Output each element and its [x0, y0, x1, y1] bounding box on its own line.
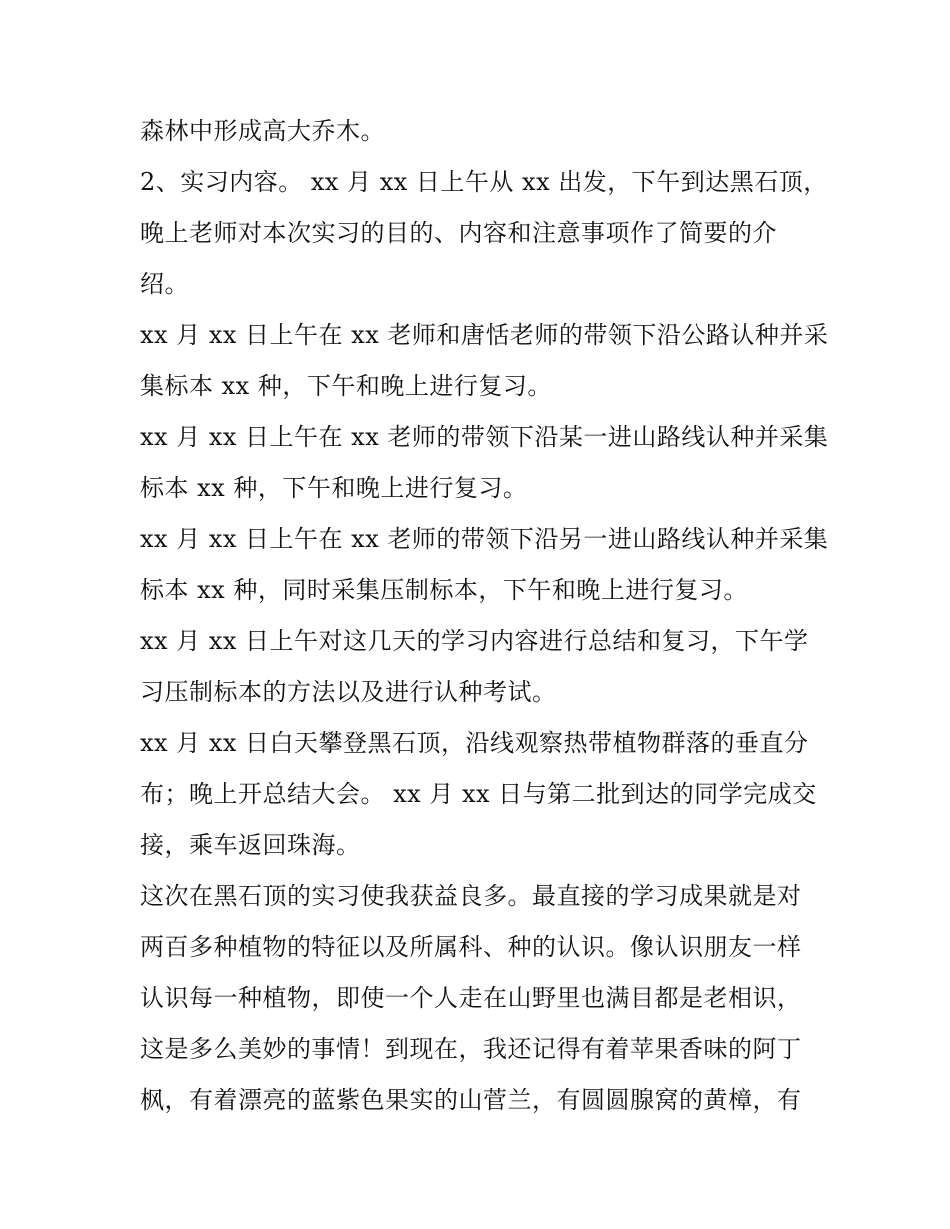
text-line: 接，乘车返回珠海。 [140, 831, 361, 859]
text-line: xx 月 xx 日上午对这几天的学习内容进行总结和复习，下午学 [140, 627, 809, 655]
text-line: 这是多么美妙的事情！到现在，我还记得有着苹果香味的阿丁 [140, 1035, 802, 1063]
text-line: 枫，有着漂亮的蓝紫色果实的山菅兰，有圆圆腺窝的黄樟，有 [140, 1086, 802, 1114]
text-line: 森林中形成高大乔木。 [140, 117, 385, 145]
text-line: xx 月 xx 日上午在 xx 老师的带领下沿某一进山路线认种并采集 [140, 423, 829, 451]
text-line: 标本 xx 种，下午和晚上进行复习。 [140, 474, 528, 502]
text-line: 这次在黑石顶的实习使我获益良多。最直接的学习成果就是对 [140, 882, 802, 910]
text-line: 集标本 xx 种，下午和晚上进行复习。 [140, 372, 552, 400]
text-line: xx 月 xx 日白天攀登黑石顶，沿线观察热带植物群落的垂直分 [140, 729, 809, 757]
text-line: 认识每一种植物，即使一个人走在山野里也满目都是老相识， [140, 984, 802, 1012]
text-line: 习压制标本的方法以及进行认种考试。 [140, 678, 557, 706]
text-line: 布；晚上开总结大会。 xx 月 xx 日与第二批到达的同学完成交 [140, 780, 817, 808]
text-line: 晚上老师对本次实习的目的、内容和注意事项作了简要的介 [140, 219, 777, 247]
document-body [140, 106, 829, 1126]
text-line: xx 月 xx 日上午在 xx 老师的带领下沿另一进山路线认种并采集 [140, 525, 829, 553]
text-line: 绍。 [140, 270, 189, 298]
text-line: 2、实习内容。 xx 月 xx 日上午从 xx 出发，下午到达黑石顶， [140, 168, 828, 196]
text-line: 标本 xx 种，同时采集压制标本，下午和晚上进行复习。 [140, 576, 748, 604]
text-line: 两百多种植物的特征以及所属科、种的认识。像认识朋友一样 [140, 933, 802, 961]
text-line: xx 月 xx 日上午在 xx 老师和唐恬老师的带领下沿公路认种并采 [140, 321, 829, 349]
